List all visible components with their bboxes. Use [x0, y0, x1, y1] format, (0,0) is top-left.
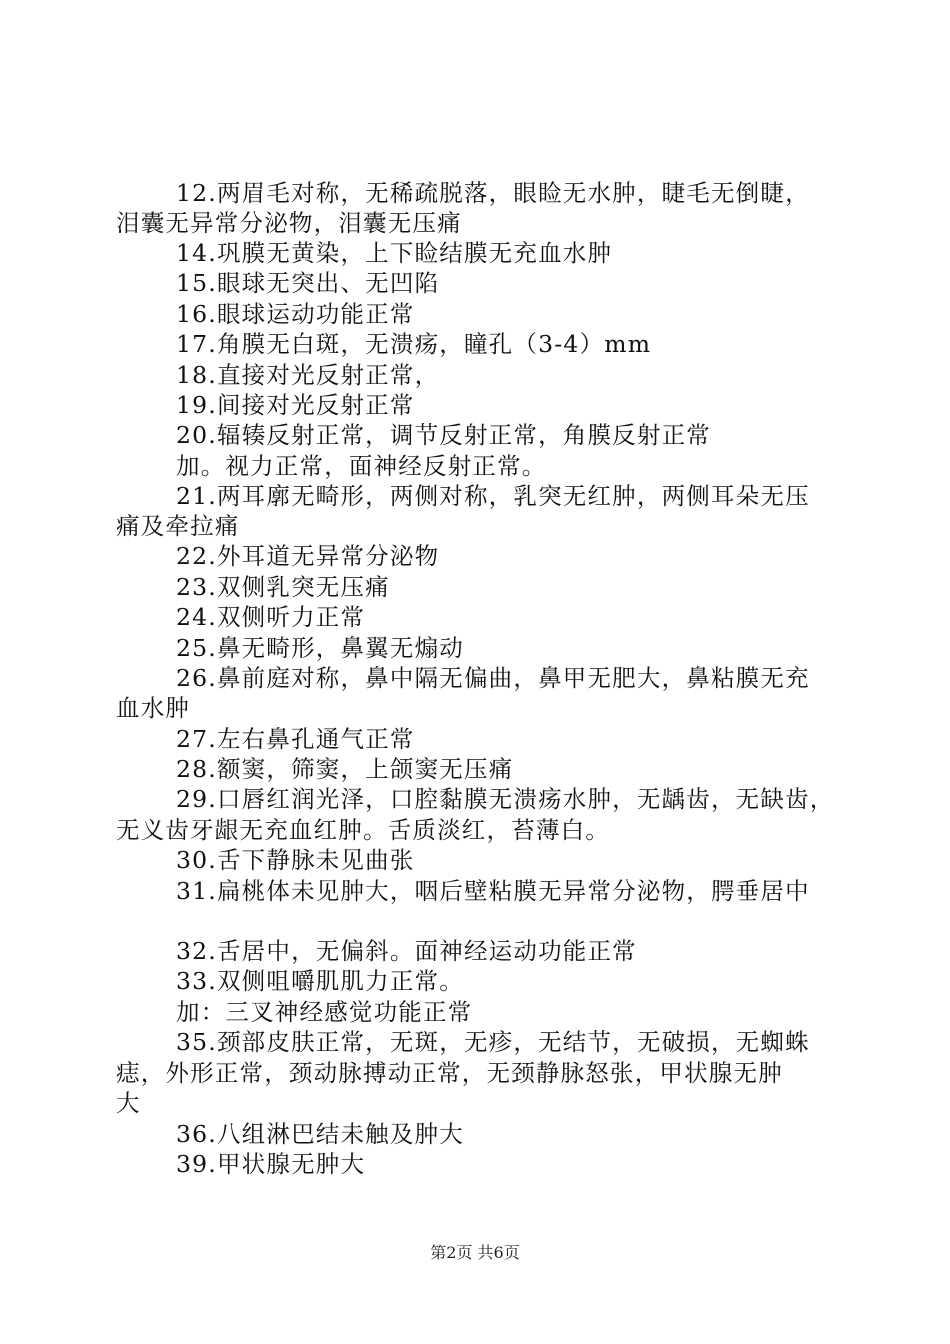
paragraph-18: 18.直接对光反射正常，	[176, 361, 440, 389]
paragraph-26-cont: 血水肿	[116, 694, 191, 722]
paragraph-36: 36.八组淋巴结未触及肿大	[176, 1120, 464, 1148]
paragraph-35: 35.颈部皮肤正常，无斑，无疹，无结节，无破损，无蜘蛛	[176, 1028, 810, 1056]
paragraph-29-cont: 无义齿牙龈无充血红肿。舌质淡红，苔薄白。	[116, 816, 610, 844]
paragraph-35-cont-2: 大	[116, 1089, 141, 1117]
paragraph-33: 33.双侧咀嚼肌肌力正常。	[176, 967, 464, 995]
paragraph-21: 21.两耳廓无畸形，两侧对称，乳突无红肿，两侧耳朵无压	[176, 482, 810, 510]
paragraph-12-cont: 泪囊无异常分泌物，泪囊无压痛	[116, 209, 462, 237]
paragraph-27: 27.左右鼻孔通气正常	[176, 725, 415, 753]
paragraph-17: 17.角膜无白斑，无溃疡，瞳孔（3-4）mm	[176, 330, 652, 358]
paragraph-19: 19.间接对光反射正常	[176, 391, 415, 419]
paragraph-20: 20.辐辏反射正常，调节反射正常，角膜反射正常	[176, 421, 711, 449]
paragraph-addendum-trigeminal: 加：三叉神经感觉功能正常	[176, 998, 473, 1026]
paragraph-32: 32.舌居中，无偏斜。面神经运动功能正常	[176, 937, 637, 965]
paragraph-25: 25.鼻无畸形，鼻翼无煽动	[176, 634, 464, 662]
paragraph-addendum-vision: 加。视力正常，面神经反射正常。	[176, 452, 547, 480]
paragraph-23: 23.双侧乳突无压痛	[176, 573, 390, 601]
paragraph-39: 39.甲状腺无肿大	[176, 1150, 366, 1178]
paragraph-35-cont-1: 痣，外形正常，颈动脉搏动正常，无颈静脉怒张，甲状腺无肿	[116, 1059, 783, 1087]
paragraph-16: 16.眼球运动功能正常	[176, 300, 415, 328]
paragraph-31: 31.扁桃体未见肿大，咽后壁粘膜无异常分泌物，腭垂居中	[176, 877, 810, 905]
paragraph-29: 29.口唇红润光泽，口腔黏膜无溃疡水肿，无龋齿，无缺齿，	[176, 785, 835, 813]
paragraph-14: 14.巩膜无黄染，上下睑结膜无充血水肿	[176, 239, 613, 267]
page-footer: 第2页 共6页	[430, 1243, 520, 1262]
paragraph-30: 30.舌下静脉未见曲张	[176, 846, 415, 874]
paragraph-15: 15.眼球无突出、无凹陷	[176, 269, 440, 297]
paragraph-26: 26.鼻前庭对称，鼻中隔无偏曲，鼻甲无肥大，鼻粘膜无充	[176, 664, 810, 692]
paragraph-12: 12.两眉毛对称，无稀疏脱落，眼睑无水肿，睫毛无倒睫，	[176, 179, 810, 207]
paragraph-28: 28.额窦，筛窦，上颌窦无压痛	[176, 755, 514, 783]
paragraph-24: 24.双侧听力正常	[176, 603, 366, 631]
paragraph-21-cont: 痛及牵拉痛	[116, 512, 240, 540]
paragraph-22: 22.外耳道无异常分泌物	[176, 542, 440, 570]
